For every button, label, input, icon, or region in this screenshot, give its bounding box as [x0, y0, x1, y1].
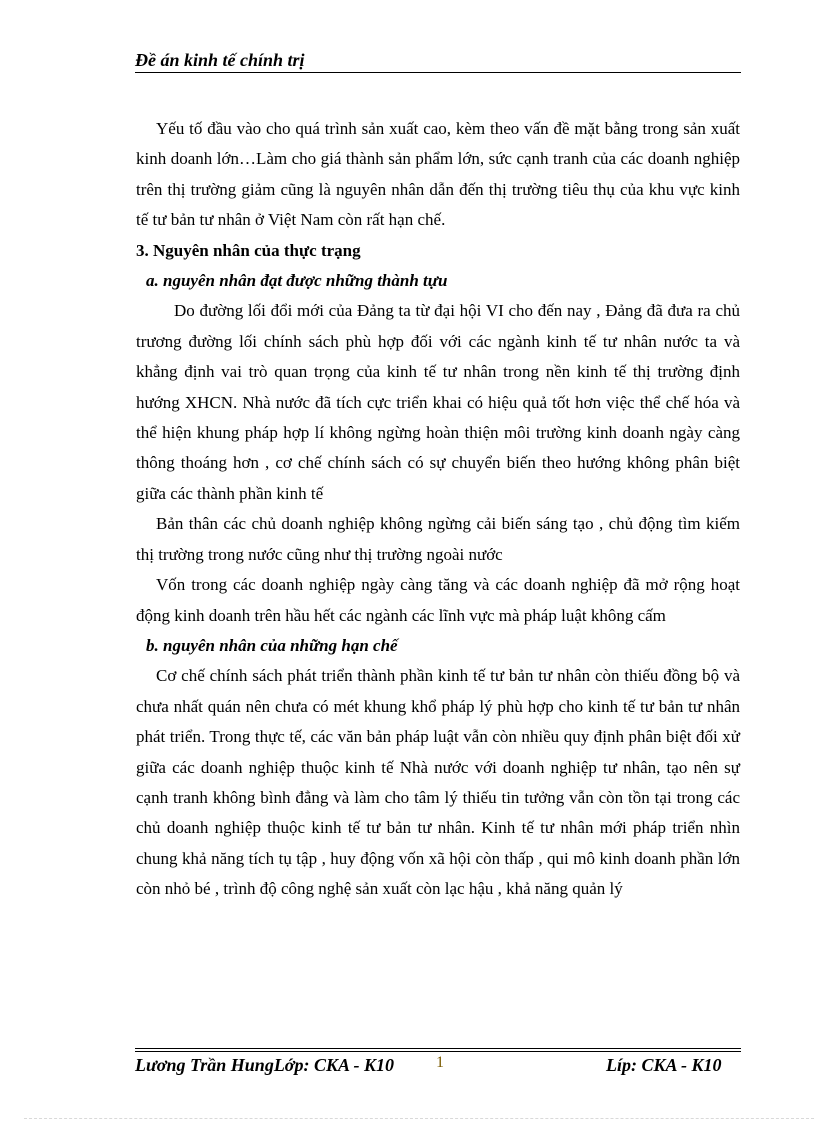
paragraph-party-policy: Do đường lối đổi mới của Đảng ta từ đại hội VI cho đến nay , Đảng đã đưa ra chủ trương đường lối chính sách phù hợp đối với các ngành kinh tế tư nhân nước ta và khẳng định vai trò quan trọng của kinh tế tư nhân trong nền kinh tế thị trường định hướng XHCN. Nhà nước đã tích cực triển khai có hiệu quả tốt hơn việc thể chế hóa và thể hiện khung pháp hợp lí không ngừng hoàn thiện môi trường kinh doanh ngày càng thông thoáng hơn , cơ chế chính sách có sự chuyển biến theo hướng không phân biệt giữa các thành phần kinh tế	[136, 301, 740, 503]
footer-author: Lương Trần HungLớp: CKA - K10	[135, 1055, 394, 1075]
page-header-title: Đề án kinh tế chính trị	[135, 50, 305, 70]
document-body	[136, 114, 740, 905]
footer-class: Líp: CKA - K10	[606, 1055, 722, 1075]
paragraph-capital-growth: Vốn trong các doanh nghiệp ngày càng tăng và các doanh nghiệp đã mở rộng hoạt động kinh doanh trên hầu hết các ngành các lĩnh vực mà pháp luật không cấm	[136, 575, 740, 625]
subheading-prefix: b.	[146, 635, 159, 655]
subheading-text: nguyên nhân đạt được những thành tựu	[163, 271, 448, 291]
footer-divider-top	[135, 1048, 741, 1049]
paragraph-policy-mechanism: Cơ chế chính sách phát triển thành phần kinh tế tư bản tư nhân còn thiếu đồng bộ và chưa nhất quán nên chưa có mét khung khổ pháp lý phù hợp cho kinh tế tư bản tư nhân phát triển. Trong thực tế, các văn bản pháp luật vẫn còn nhiều quy định phân biệt đối xử giữa các doanh nghiệp thuộc kinh tế Nhà nước với doanh nghiệp tư nhân, tạo nên sự cạnh tranh không bình đẳng và làm cho tâm lý thiếu tin tưởng vẫn còn tồn tại trong các chủ doanh nghiệp thuộc kinh tế tư bản tư nhân. Kinh tế tư nhân mới pháp triển nhìn chung khả năng tích tụ tập , huy động vốn xã hội còn thấp , qui mô kinh doanh phần lớn còn nhỏ bé , trình độ công nghệ sản xuất còn lạc hậu , khả năng quản lý	[136, 666, 740, 899]
paragraph-business-owners: Bản thân các chủ doanh nghiệp không ngừng cải biến sáng tạo , chủ động tìm kiếm thị trường trong nước cũng như thị trường ngoài nước	[136, 514, 740, 564]
subheading-text: nguyên nhân của những hạn chế	[163, 635, 398, 655]
page-edge	[24, 1118, 814, 1119]
footer-divider-bottom	[135, 1051, 741, 1052]
subheading-limitation-causes	[136, 631, 740, 661]
section-heading-causes: 3. Nguyên nhân của thực trạng	[136, 240, 361, 260]
subheading-achievement-causes	[136, 266, 740, 296]
subheading-prefix: a.	[146, 271, 159, 291]
paragraph-input-costs: Yếu tố đầu vào cho quá trình sản xuất cao, kèm theo vấn đề mặt bằng trong sản xuất kinh doanh lớn…Làm cho giá thành sản phẩm lớn, sức cạnh tranh của các doanh nghiệp trên thị trường giảm cũng là nguyên nhân dẫn đến thị trường tiêu thụ của khu vực kinh tế tư bản tư nhân ở Việt Nam còn rất hạn chế.	[136, 119, 740, 230]
footer-page-number: 1	[436, 1054, 444, 1071]
header-divider	[135, 72, 741, 73]
